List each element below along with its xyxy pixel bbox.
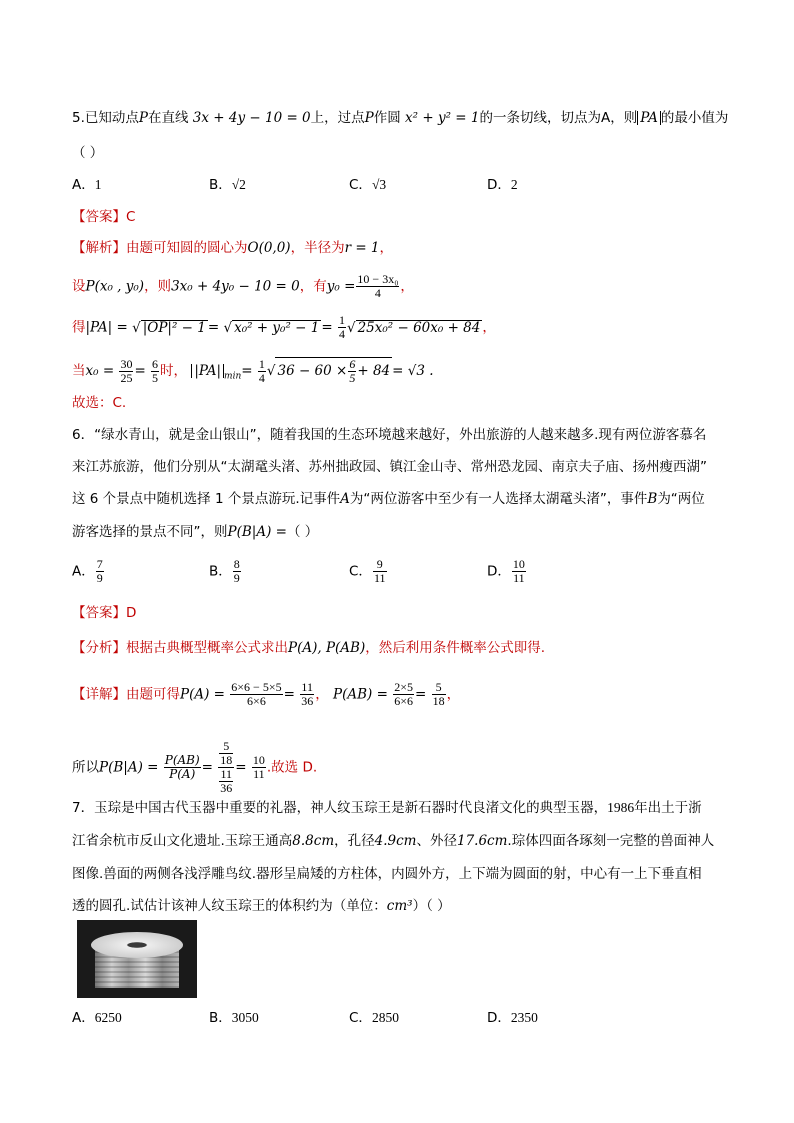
fraction-denominator: P(A) <box>169 767 196 781</box>
q5-option-d[interactable] <box>487 175 518 195</box>
option-label: D． <box>487 563 511 580</box>
fraction-numerator: 5 <box>432 681 446 695</box>
fraction-denominator: 4 <box>338 327 345 341</box>
center-point: O(0,0) <box>247 240 291 256</box>
fraction-denominator: 5 <box>349 371 356 385</box>
line-substitution: 3x₀ + 4y₀ − 10 = 0 <box>171 278 300 295</box>
fraction-numerator: 6×6 − 5×5 <box>231 680 282 694</box>
fraction-denominator: 4 <box>374 286 381 300</box>
equals: = <box>134 363 146 379</box>
q6-analysis <box>72 638 545 658</box>
q6-option-b[interactable] <box>209 558 242 585</box>
fraction-denominator: 5 <box>152 370 159 385</box>
equals: = <box>235 759 247 776</box>
equals: = <box>321 319 333 336</box>
q7-option-b[interactable] <box>209 1008 259 1028</box>
option-value: √2 <box>231 177 246 192</box>
option-label: C． <box>349 1010 372 1026</box>
fraction-denominator: 36 <box>301 694 314 708</box>
q5-analysis-line3 <box>72 314 496 341</box>
x0-fraction <box>119 358 133 385</box>
fraction-numerator: P(AB) <box>164 753 200 767</box>
q6-option-c[interactable] <box>349 558 388 585</box>
event-b: B <box>647 491 658 507</box>
fraction-denominator: 9 <box>233 571 240 585</box>
analysis-text: 由题可知圆的圆心为 <box>126 240 248 256</box>
q7-stem-line4 <box>72 896 451 916</box>
analysis-text: 根据古典概型概率公式求出 <box>126 640 288 656</box>
unit: cm³ <box>386 898 413 914</box>
point-p: P <box>364 110 374 126</box>
answer-tag: 【答案】 <box>72 605 126 621</box>
p-a-value <box>300 681 314 708</box>
fraction-numerator: 2×5 <box>394 680 413 694</box>
stem-text: .琮体四面各琢刻一完整的兽面神人 <box>507 833 715 849</box>
sqrt-part: + 84 <box>357 363 391 379</box>
p-ab-fraction <box>393 681 414 708</box>
equals: = <box>414 686 427 703</box>
compound-denominator <box>218 768 234 795</box>
cong-top <box>91 932 183 958</box>
sqrt-content: |OP|² − 1 <box>142 319 206 336</box>
fraction-numerator: 1 <box>338 313 345 327</box>
fraction-denominator: 18 <box>220 753 233 767</box>
stem-text: 游客选择的景点不同”，则 <box>72 524 228 540</box>
q5-stem-text: 的最小值为 <box>660 110 729 126</box>
p-b-given-a: P(B|A) = <box>99 759 159 776</box>
fraction-denominator: 36 <box>220 781 233 795</box>
option-label: D． <box>487 177 511 193</box>
q6-stem-line4 <box>72 522 318 542</box>
q5-stem-text: 在直线 <box>147 110 189 126</box>
stem-text: ，孔径 <box>334 833 375 849</box>
bore-diameter: 4.9cm <box>374 833 417 849</box>
q5-stem-line1 <box>72 108 728 128</box>
analysis-text: 设 <box>72 278 86 295</box>
option-label: D． <box>487 1010 511 1026</box>
quarter-fraction <box>258 358 266 385</box>
option-label: A． <box>72 563 95 580</box>
detail-text: ， <box>446 686 461 703</box>
fraction-numerator: 30 <box>120 356 133 371</box>
point-p-coords: P(x₀ , y₀) <box>85 278 145 295</box>
option-value: 6250 <box>94 1010 122 1025</box>
q5-stem-text: 上，过点 <box>310 110 365 126</box>
q5-conclusion: 故选：C. <box>72 395 127 411</box>
stem-text: 为“两位游客中至少有一人选择太湖鼋头渚”，事件 <box>349 491 648 507</box>
quarter-fraction <box>338 314 346 341</box>
q5-analysis-line4 <box>72 357 434 387</box>
ratio-fraction <box>164 754 201 781</box>
analysis-text: ，然后利用条件概率公式即得. <box>365 640 546 656</box>
detail-text: ， <box>315 686 329 703</box>
pa-expr: |PA| = <box>85 319 128 336</box>
analysis-text: ， <box>482 319 496 336</box>
circle-equation: x² + y² = 1 <box>405 110 480 126</box>
fraction-numerator: 8 <box>233 557 240 571</box>
detail-tag: 【详解】 <box>72 686 126 703</box>
analysis-text: ，有 <box>299 278 327 295</box>
answer-value: D <box>126 605 137 621</box>
fraction-numerator: 7 <box>96 557 103 571</box>
stem-text: 透的圆孔.试估计该神人纹玉琮王的体积约为（单位： <box>72 898 387 914</box>
fraction-denominator: 11 <box>373 571 386 585</box>
q7-stem-line3: 图像.兽面的两侧各浅浮雕鸟纹.器形呈扁矮的方柱体，内圆外方，上下端为圆面的射，中心有一上下垂直相 <box>72 866 702 882</box>
analysis-text: ，半径为 <box>290 240 345 256</box>
option-fraction <box>512 558 526 585</box>
analysis-tag: 【解析】 <box>72 240 126 256</box>
y0-expr: y₀ = <box>326 278 356 295</box>
fraction-denominator: 4 <box>258 370 265 385</box>
year: 1986 <box>607 800 635 815</box>
sqrt-op: √ |OP|² − 1 <box>132 319 206 336</box>
event-a: A <box>340 491 350 507</box>
option-value: √3 <box>371 177 387 192</box>
stem-text: 、外径 <box>416 833 457 849</box>
y0-fraction <box>356 273 399 300</box>
q5-stem-text: 的一条切线，切点为A，则 <box>479 110 638 126</box>
option-label: B． <box>209 1010 232 1026</box>
stem-text: ）（ ） <box>412 898 451 914</box>
p-a-fraction <box>230 681 282 708</box>
fraction-denominator: 6×6 <box>247 694 266 708</box>
stem-text: （ ） <box>286 524 319 540</box>
sqrt-content: 25x₀² − 60x₀ + 84 <box>357 319 481 336</box>
pa-min: |PA| <box>191 364 224 378</box>
p-ab-value <box>432 681 446 708</box>
option-label: B． <box>209 563 232 580</box>
analysis-text: ，则 <box>144 278 172 295</box>
fraction-denominator: 6×6 <box>394 694 413 708</box>
q5-option-c[interactable] <box>349 175 386 195</box>
fraction-numerator: 10 <box>512 557 525 571</box>
compound-fraction <box>218 740 234 795</box>
q6-option-a[interactable] <box>72 558 105 585</box>
option-fraction <box>96 558 104 585</box>
stem-text: 年出土于浙 <box>634 800 702 816</box>
fraction-numerator: 1 <box>258 356 265 371</box>
detail-text: 由题可得 <box>126 686 180 703</box>
q7-stem-line2 <box>72 831 714 851</box>
analysis-tag: 【分析】 <box>72 640 126 656</box>
fraction-numerator: 9 <box>373 558 387 572</box>
q6-answer <box>72 603 136 623</box>
point-p: P <box>138 110 148 126</box>
p-ab: P(AB) = <box>333 686 388 703</box>
sqrt-content: x₀² + y₀² − 1 <box>234 319 320 336</box>
fraction-denominator: 25 <box>120 370 133 385</box>
p-a: P(A) = <box>180 686 225 703</box>
analysis-text: ， <box>379 240 394 256</box>
fraction-denominator: 11 <box>253 767 265 781</box>
line-equation: 3x + 4y − 10 = 0 <box>192 110 311 126</box>
stem-text: 这 6 个景点中随机选择 1 个景点游玩.记事件 <box>72 491 341 507</box>
sqrt-part: 36 − 60 × <box>277 363 348 379</box>
option-label: A． <box>72 177 95 193</box>
fraction-numerator: 11 <box>220 767 233 781</box>
q7-option-c[interactable] <box>349 1008 399 1028</box>
q6-stem-line1: 6．“绿水青山，就是金山银山”，随着我国的生态环境越来越好，外出旅游的人越来越多.现有两位游客慕名 <box>72 427 707 443</box>
q5-analysis-line2 <box>72 273 414 300</box>
fraction-numerator: 6 <box>152 356 159 371</box>
fraction-numerator: 10 − 3x₀ <box>357 272 399 286</box>
q5-paren: （ ） <box>72 145 104 161</box>
equals: = <box>207 319 220 336</box>
q6-option-d[interactable] <box>487 558 527 585</box>
analysis-text: 得 <box>72 319 86 336</box>
option-fraction <box>373 558 387 585</box>
compound-numerator <box>218 740 234 768</box>
q6-detail-line1 <box>72 681 460 708</box>
radius: r = 1 <box>344 240 380 256</box>
q5-answer <box>72 207 135 227</box>
stem-text: 为“两位 <box>657 491 705 507</box>
option-value: 1 <box>94 177 102 192</box>
option-value: 2850 <box>371 1010 399 1025</box>
conclusion-text: .故选 D. <box>266 759 318 776</box>
q6-detail-line2 <box>72 740 317 795</box>
q5-option-a[interactable] <box>72 175 102 195</box>
x0-expr: x₀ = <box>85 363 115 379</box>
option-label: C． <box>349 563 372 580</box>
option-label: A． <box>72 1010 95 1026</box>
answer-tag: 【答案】 <box>72 209 126 225</box>
equals: = <box>241 363 253 379</box>
fraction-denominator: 18 <box>432 694 445 708</box>
x0-fraction-simplified <box>151 358 159 385</box>
fraction-denominator: 9 <box>96 571 103 585</box>
option-value: 3050 <box>231 1010 259 1025</box>
outer-diameter: 17.6cm <box>456 833 508 849</box>
equals: = <box>283 686 295 703</box>
q5-stem-text: 作圆 <box>373 110 401 126</box>
analysis-text: ， <box>400 278 414 295</box>
answer-value: C <box>126 209 136 225</box>
fraction-numerator: 5 <box>219 740 233 754</box>
stem-text: 江省余杭市反山文化遗址.玉琮王通高 <box>72 833 293 849</box>
inner-fraction <box>348 358 356 385</box>
q7-option-a[interactable] <box>72 1008 122 1028</box>
option-label: B． <box>209 177 232 193</box>
sqrt-op: √ x₀² + y₀² − 1 <box>223 319 320 336</box>
q6-stem-line3 <box>72 489 705 509</box>
fraction-numerator: 6 <box>349 357 356 371</box>
q7-option-d[interactable] <box>487 1008 538 1028</box>
min-subscript: min <box>224 371 242 382</box>
q7-stem-line1 <box>72 798 702 818</box>
jade-cong-photo <box>77 920 197 998</box>
height-value: 8.8cm <box>292 833 335 849</box>
q5-stem-text: 5.已知动点 <box>72 110 139 126</box>
pa-abs: PA <box>637 111 661 125</box>
fraction-denominator: 11 <box>513 571 525 585</box>
fraction-numerator: 11 <box>301 680 313 694</box>
q5-analysis-line1 <box>72 238 393 258</box>
stem-text: 7．玉琮是中国古代玉器中重要的礼器，神人纹玉琮王是新石器时代良渚文化的典型玉器， <box>72 800 608 816</box>
detail-text: 所以 <box>72 759 99 776</box>
option-label: C． <box>349 177 372 193</box>
result: = √3 . <box>392 363 434 379</box>
sqrt-op: √ 25x₀² − 60x₀ + 84 <box>346 319 481 336</box>
q5-option-b[interactable] <box>209 175 246 195</box>
option-fraction <box>233 558 241 585</box>
conditional-prob: P(B|A) = <box>227 524 287 540</box>
equals: = <box>201 759 213 776</box>
analysis-text: 时， <box>160 363 188 379</box>
option-value: 2 <box>510 177 518 192</box>
fraction-numerator: 10 <box>252 753 265 767</box>
sqrt-op: √ 36 − 60 × $\frac{6}{5}$ + 84 <box>266 357 391 385</box>
sqrt-content <box>275 357 392 385</box>
probabilities: P(A), P(AB) <box>288 640 366 656</box>
result-fraction <box>252 754 266 781</box>
option-value: 2350 <box>510 1010 538 1025</box>
analysis-text: 当 <box>72 363 86 379</box>
q6-stem-line2: 来江苏旅游，他们分别从“太湖鼋头渚、苏州拙政园、镇江金山寺、常州恐龙园、南京夫子庙、扬州瘦西湖” <box>72 459 707 475</box>
